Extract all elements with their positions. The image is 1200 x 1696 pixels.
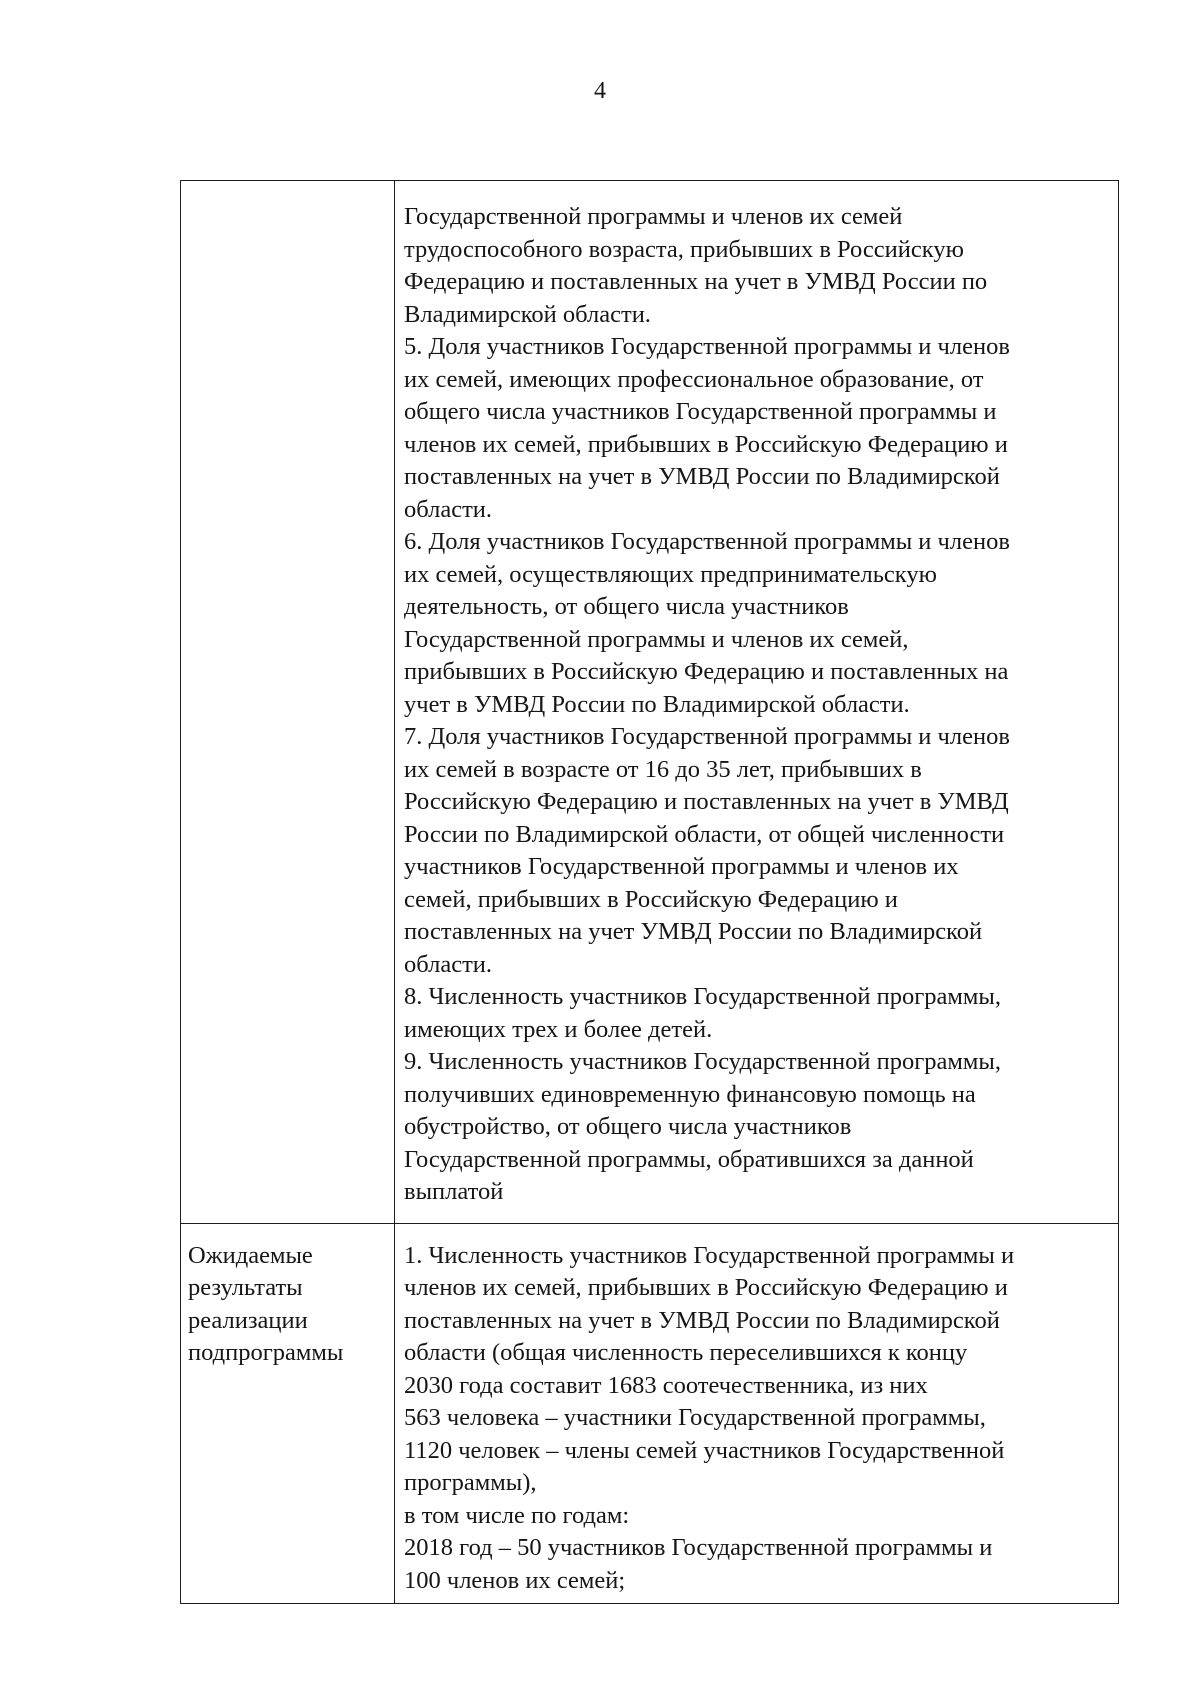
text-line: поставленных на учет УМВД России по Владимирской bbox=[404, 918, 983, 945]
label-line: Ожидаемые bbox=[188, 1241, 313, 1269]
indicators-content-cell bbox=[395, 181, 1119, 1224]
subprogram-passport-table bbox=[180, 180, 1119, 1604]
label-line: реализации bbox=[188, 1306, 308, 1334]
text-line: области. bbox=[404, 495, 493, 523]
text-line: их семей, осуществляющих предпринимательскую bbox=[404, 560, 937, 588]
text-line: членов их семей, прибывших в Российскую Федерацию и bbox=[404, 1274, 1008, 1301]
text-line: прибывших в Российскую Федерацию и поставленных на bbox=[404, 658, 1009, 685]
text-line: 1120 человек – члены семей участников Государственной bbox=[404, 1436, 1005, 1464]
text-line: получивших единовременную финансовую помощь на bbox=[404, 1080, 976, 1108]
expected-results-label-cell bbox=[181, 1223, 395, 1604]
text-line: членов их семей, прибывших в Российскую Федерацию и bbox=[404, 430, 1008, 458]
text-line: Владимирской области. bbox=[404, 300, 651, 328]
text-line: учет в УМВД России по Владимирской области. bbox=[404, 690, 910, 718]
text-line: поставленных на учет в УМВД России по Владимирской bbox=[404, 1306, 1000, 1334]
text-line: 1. Численность участников Государственной программы и bbox=[404, 1241, 1015, 1269]
text-line: семей, прибывших в Российскую Федерацию и bbox=[404, 885, 898, 913]
text-line: имеющих трех и более детей. bbox=[404, 1015, 713, 1043]
text-line: Государственной программы и членов их семей bbox=[404, 203, 903, 230]
text-line: их семей в возрасте от 16 до 35 лет, прибывших в bbox=[404, 755, 922, 783]
text-line: области (общая численность переселившихся к концу bbox=[404, 1339, 968, 1366]
text-line: 2030 года составит 1683 соотечественника, из них bbox=[404, 1371, 928, 1399]
indicators-label-cell bbox=[181, 181, 395, 1224]
text-line: 9. Численность участников Государственной программы, bbox=[404, 1048, 1002, 1075]
page-number: 4 bbox=[594, 78, 606, 104]
text-line: 8. Численность участников Государственной программы, bbox=[404, 983, 1002, 1010]
text-line: Федерацию и поставленных на учет в УМВД России по bbox=[404, 268, 988, 295]
text-line: участников Государственной программы и членов их bbox=[404, 853, 959, 880]
text-line: 100 членов их семей; bbox=[404, 1566, 626, 1594]
text-line: Государственной программы и членов их семей, bbox=[404, 625, 909, 653]
text-line: 7. Доля участников Государственной программы и членов bbox=[404, 723, 1010, 750]
text-line: Российскую Федерацию и поставленных на учет в УМВД bbox=[404, 788, 1009, 815]
indicators-continuation-row bbox=[181, 181, 1119, 1224]
text-line: Государственной программы, обратившихся за данной bbox=[404, 1145, 974, 1173]
text-line: трудоспособного возраста, прибывших в Российскую bbox=[404, 235, 964, 263]
text-line: в том числе по годам: bbox=[404, 1501, 630, 1529]
text-line: обустройство, от общего числа участников bbox=[404, 1113, 852, 1140]
text-line: 6. Доля участников Государственной программы и членов bbox=[404, 528, 1010, 555]
text-line: 2018 год – 50 участников Государственной программы и bbox=[404, 1534, 993, 1561]
text-line: общего числа участников Государственной программы и bbox=[404, 398, 997, 425]
text-line: их семей, имеющих профессиональное образование, от bbox=[404, 365, 984, 393]
text-line: России по Владимирской области, от общей численности bbox=[404, 820, 1005, 848]
text-line: выплатой bbox=[404, 1178, 504, 1205]
text-line: программы), bbox=[404, 1469, 537, 1496]
expected-results-content-cell bbox=[395, 1223, 1119, 1604]
text-line: 5. Доля участников Государственной программы и членов bbox=[404, 333, 1010, 360]
text-line: поставленных на учет в УМВД России по Владимирской bbox=[404, 463, 1000, 490]
text-line: деятельность, от общего числа участников bbox=[404, 593, 849, 620]
label-line: результаты bbox=[188, 1274, 303, 1301]
text-line: 563 человека – участники Государственной программы, bbox=[404, 1404, 986, 1431]
text-line: области. bbox=[404, 950, 493, 978]
expected-results-row bbox=[181, 1223, 1119, 1604]
label-line: подпрограммы bbox=[188, 1339, 344, 1366]
